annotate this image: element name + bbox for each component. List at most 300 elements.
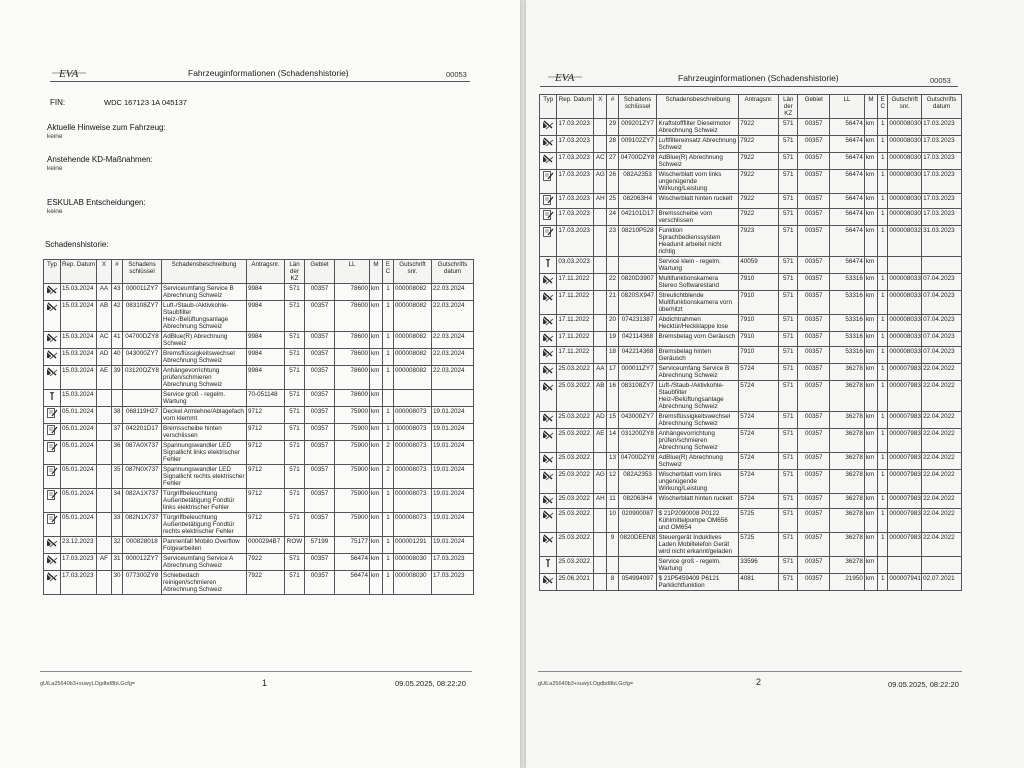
cell-key: 009102ZY7 (618, 136, 657, 153)
table-row (540, 509, 962, 533)
cell-key: 074231387 (618, 315, 657, 332)
cell-ll: 56474 (830, 153, 865, 170)
cell-key: 077300ZY8 (123, 571, 162, 595)
cell-date: 05.01.2024 (61, 489, 97, 513)
cell-gebiet: 00357 (305, 284, 335, 301)
cell-m: km (370, 571, 383, 595)
cell-gdat: 02.07.2021 (922, 574, 962, 591)
column-header: Gebiet (305, 260, 335, 284)
cell-m: km (864, 209, 877, 226)
cell-land: 571 (779, 429, 798, 453)
cell-m: km (864, 136, 877, 153)
type-cell (540, 332, 557, 347)
cell-land: 571 (779, 315, 798, 332)
cell-antrag: 7922 (739, 194, 779, 209)
cell-ll: 56474 (830, 119, 865, 136)
cell-n (607, 257, 618, 274)
cell-e (878, 257, 888, 274)
cell-m: km (370, 441, 383, 465)
cell-x (594, 226, 607, 257)
cell-land: 571 (779, 291, 798, 315)
cell-key (618, 257, 657, 274)
cell-land: 571 (779, 170, 798, 194)
cell-ll: 78600 (335, 332, 370, 349)
cell-date: 03.03.2023 (557, 257, 594, 274)
cell-x (97, 571, 112, 595)
cell-x (97, 407, 112, 424)
wrench-icon (542, 430, 554, 440)
cell-gnr: 000008030 (888, 209, 922, 226)
cell-gebiet: 00357 (798, 274, 830, 291)
cell-desc: Luft-/Staub-/Aktivkohle-Staubfilter Heiz-/Belüftungsanlage Abrechnung Schweiz (162, 301, 247, 332)
cell-date: 25.03.2022 (557, 453, 594, 470)
cell-m: km (864, 274, 877, 291)
cell-x: AE (97, 366, 112, 390)
cell-gebiet: 00357 (798, 364, 830, 381)
cell-gnr: 000008030 (888, 153, 922, 170)
cell-gdat: 19.01.2024 (432, 537, 474, 554)
cell-land: 571 (779, 153, 798, 170)
cell-gnr: 000007983 (888, 381, 922, 412)
cell-key: 042114368 (618, 332, 657, 347)
cell-ll: 75900 (335, 513, 370, 537)
cell-m: km (864, 332, 877, 347)
cell-gnr: 000008030 (888, 194, 922, 209)
cell-e: 1 (383, 513, 394, 537)
cell-e: 1 (383, 537, 394, 554)
cell-antrag: 5725 (739, 509, 779, 533)
cell-e: 1 (878, 574, 888, 591)
wrench-icon (542, 575, 554, 585)
cell-land: 571 (285, 332, 305, 349)
document-pen-icon (46, 442, 58, 452)
cell-antrag: 0000294B7 (247, 537, 285, 554)
cell-e (383, 390, 394, 407)
footer-rule (538, 671, 962, 672)
cell-desc: Multifunktionskamera Stereo Softwarestand (657, 274, 739, 291)
table-row (540, 453, 962, 470)
cell-desc: Pannenfall Mobilo Overflow Folgearbeiten (162, 537, 247, 554)
cell-n: 33 (112, 513, 123, 537)
cell-desc: Bremsbelag hinten Geräusch (657, 347, 739, 364)
type-cell (540, 557, 557, 574)
type-cell (540, 364, 557, 381)
cell-ll: 53316 (830, 315, 865, 332)
cell-n: 34 (112, 489, 123, 513)
column-header: X (594, 95, 607, 119)
cell-e: 1 (383, 301, 394, 332)
cell-date: 05.01.2024 (61, 424, 97, 441)
column-header: Typ (44, 260, 61, 284)
column-header: # (112, 260, 123, 284)
cell-gnr: 000008030 (888, 136, 922, 153)
cell-antrag: 5725 (739, 533, 779, 557)
cell-x: AF (97, 554, 112, 571)
cell-desc: Wischerblatt hinten ruckelt (657, 194, 739, 209)
type-cell (540, 153, 557, 170)
cell-date: 25.03.2022 (557, 557, 594, 574)
column-header: LL (830, 95, 865, 119)
cell-n: 14 (607, 429, 618, 453)
cell-ll: 53316 (830, 347, 865, 364)
cell-land: 571 (285, 390, 305, 407)
cell-land: 571 (779, 412, 798, 429)
cell-m: km (864, 494, 877, 509)
cell-land: 571 (285, 407, 305, 424)
cell-x (594, 509, 607, 533)
cell-desc: Bremsscheibe vorn verschlissen (657, 209, 739, 226)
page-title: Fahrzeuginformationen (Schadenshistorie) (678, 73, 839, 83)
cell-gebiet: 00357 (798, 494, 830, 509)
cell-antrag: 5724 (739, 453, 779, 470)
cell-gdat: 22.03.2024 (432, 284, 474, 301)
cell-gnr: 000008082 (394, 332, 432, 349)
type-cell (44, 301, 61, 332)
cell-n: 28 (607, 136, 618, 153)
fin-value: WDC 167123 1A 045137 (104, 98, 187, 107)
cell-key: 04700DZY8 (618, 453, 657, 470)
cell-gnr: 000008030 (394, 554, 432, 571)
cell-m: km (864, 470, 877, 494)
cell-gebiet: 00357 (798, 453, 830, 470)
cell-x: AE (594, 429, 607, 453)
cell-x (594, 291, 607, 315)
footer-hash: gUiLa25640b3+suwyLOgdbd8bLGcfg= (40, 681, 136, 687)
cell-ll: 36278 (830, 364, 865, 381)
service-tool-icon (542, 258, 554, 268)
cell-desc: Steuergerät Induktives Laden Mobiltelefon Gerät wird nicht erkannt/geladen (657, 533, 739, 557)
cell-x (594, 453, 607, 470)
cell-m: km (864, 453, 877, 470)
cell-gdat: 19.01.2024 (432, 441, 474, 465)
type-cell (44, 407, 61, 424)
type-cell (540, 291, 557, 315)
cell-gdat: 17.03.2023 (922, 194, 962, 209)
cell-desc: Streulichtblende Multifunktionskamera vorn überhitzt (657, 291, 739, 315)
cell-ll: 36278 (830, 557, 865, 574)
cell-e: 1 (878, 364, 888, 381)
cell-n: 18 (607, 347, 618, 364)
cell-desc: Kraftstofffilter Dieselmotor Abrechnung Schweiz (657, 119, 739, 136)
document-pen-icon (46, 425, 58, 435)
cell-antrag: 5724 (739, 470, 779, 494)
table-row (540, 429, 962, 453)
cell-ll: 36278 (830, 381, 865, 412)
page-title: Fahrzeuginformationen (Schadenshistorie) (188, 68, 349, 78)
cell-x: AG (594, 470, 607, 494)
cell-key: 083108ZY7 (123, 301, 162, 332)
cell-gebiet: 00357 (305, 332, 335, 349)
table-row (540, 364, 962, 381)
cell-n: 36 (112, 441, 123, 465)
cell-ll: 75900 (335, 441, 370, 465)
cell-x: AA (594, 364, 607, 381)
cell-date: 17.03.2023 (61, 554, 97, 571)
cell-gdat: 17.03.2023 (432, 571, 474, 595)
cell-gdat: 22.04.2022 (922, 509, 962, 533)
cell-gdat: 17.03.2023 (922, 136, 962, 153)
cell-m: km (864, 347, 877, 364)
cell-ll: 36278 (830, 429, 865, 453)
column-header: Gutschrift snr. (394, 260, 432, 284)
footer-rule (40, 671, 472, 672)
cell-m: km (370, 390, 383, 407)
cell-m: km (370, 513, 383, 537)
cell-date: 15.03.2024 (61, 390, 97, 407)
cell-x (594, 315, 607, 332)
cell-n: 24 (607, 209, 618, 226)
cell-gdat: 07.04.2023 (922, 274, 962, 291)
document-pen-icon (46, 514, 58, 524)
cell-e: 1 (878, 412, 888, 429)
eskulab-label: ESKULAB Entscheidungen: (47, 198, 146, 207)
cell-desc: Service groß - regelm. Wartung (657, 557, 739, 574)
type-cell (540, 381, 557, 412)
cell-x (594, 533, 607, 557)
service-tool-icon (46, 391, 58, 401)
type-cell (44, 424, 61, 441)
cell-n: 37 (112, 424, 123, 441)
column-header: Gebiet (798, 95, 830, 119)
cell-n: 26 (607, 170, 618, 194)
column-header: M (864, 95, 877, 119)
cell-gdat: 17.03.2023 (922, 170, 962, 194)
type-cell (540, 429, 557, 453)
cell-date: 25.03.2022 (557, 509, 594, 533)
cell-date: 25.03.2022 (557, 381, 594, 412)
cell-e: 1 (878, 153, 888, 170)
cell-antrag: 9984 (247, 349, 285, 366)
cell-n: 19 (607, 332, 618, 347)
cell-key: 082A2353 (618, 470, 657, 494)
cell-gebiet: 00357 (798, 509, 830, 533)
table-row (540, 574, 962, 591)
cell-key: 087N0X737 (123, 465, 162, 489)
table-row (540, 136, 962, 153)
cell-m: km (864, 170, 877, 194)
fin-label: FIN: (50, 98, 66, 107)
cell-gebiet: 57199 (305, 537, 335, 554)
cell-gnr: 000007983 (888, 494, 922, 509)
cell-m: km (864, 557, 877, 574)
cell-e: 1 (878, 470, 888, 494)
cell-e: 1 (383, 366, 394, 390)
cell-gebiet: 00357 (305, 465, 335, 489)
cell-e: 1 (878, 453, 888, 470)
column-header: Schadens schlüssel (123, 260, 162, 284)
cell-gdat (922, 557, 962, 574)
cell-n: 17 (607, 364, 618, 381)
table-row (540, 209, 962, 226)
cell-n: 10 (607, 509, 618, 533)
cell-key: 082A1X737 (123, 489, 162, 513)
cell-key: 042201D17 (123, 424, 162, 441)
table-row (540, 119, 962, 136)
cell-antrag: 9984 (247, 366, 285, 390)
cell-gdat: 17.03.2023 (922, 209, 962, 226)
type-cell (44, 489, 61, 513)
cell-gebiet: 00357 (798, 119, 830, 136)
table-row (44, 465, 474, 489)
cell-land: 571 (779, 226, 798, 257)
column-header: Gutschrift snr. (888, 95, 922, 119)
column-header: LL (335, 260, 370, 284)
cell-gnr: 000008073 (394, 465, 432, 489)
cell-n: 38 (112, 407, 123, 424)
cell-key: 04700DZY8 (618, 153, 657, 170)
cell-m: km (864, 291, 877, 315)
cell-x (594, 257, 607, 274)
cell-n: 22 (607, 274, 618, 291)
column-header: Antragsnr. (739, 95, 779, 119)
cell-antrag: 7922 (739, 119, 779, 136)
cell-antrag: 7910 (739, 347, 779, 364)
cell-antrag: 4081 (739, 574, 779, 591)
cell-date: 17.11.2022 (557, 332, 594, 347)
cell-gnr: 000007983 (888, 364, 922, 381)
cell-date: 23.12.2023 (61, 537, 97, 554)
cell-n: 9 (607, 533, 618, 557)
cell-ll: 75177 (335, 537, 370, 554)
cell-x: AD (97, 349, 112, 366)
type-cell (44, 332, 61, 349)
cell-gdat: 22.04.2022 (922, 453, 962, 470)
cell-ll: 75900 (335, 407, 370, 424)
cell-date: 25.03.2022 (557, 470, 594, 494)
cell-ll: 78600 (335, 284, 370, 301)
cell-n: 25 (607, 194, 618, 209)
cell-e: 1 (383, 349, 394, 366)
table-row (44, 489, 474, 513)
document-pen-icon (46, 408, 58, 418)
table-row (540, 153, 962, 170)
cell-antrag: 5724 (739, 494, 779, 509)
cell-x (97, 537, 112, 554)
cell-ll: 53316 (830, 332, 865, 347)
cell-n: 43 (112, 284, 123, 301)
wrench-icon (542, 413, 554, 423)
cell-m: km (864, 226, 877, 257)
cell-gnr: 000008082 (394, 349, 432, 366)
cell-x (594, 136, 607, 153)
cell-gnr: 000008030 (888, 119, 922, 136)
document-pen-icon (46, 466, 58, 476)
cell-ll: 36278 (830, 494, 865, 509)
cell-gdat: 31.03.2023 (922, 226, 962, 257)
wrench-icon (542, 510, 554, 520)
hinweise-value: keine (47, 133, 63, 140)
cell-e: 1 (383, 332, 394, 349)
cell-gnr: 000008073 (394, 441, 432, 465)
wrench-icon (542, 333, 554, 343)
cell-gdat: 19.01.2024 (432, 407, 474, 424)
cell-gdat: 22.04.2022 (922, 364, 962, 381)
cell-gebiet: 00357 (305, 301, 335, 332)
footer-datetime: 09.05.2025, 08:22:20 (888, 680, 959, 689)
table-row (44, 441, 474, 465)
cell-land: 571 (285, 424, 305, 441)
cell-date: 15.03.2024 (61, 284, 97, 301)
column-header: Län der KZ (779, 95, 798, 119)
cell-gdat: 22.04.2022 (922, 381, 962, 412)
svg-text:EVA: EVA (555, 72, 575, 84)
cell-n: 42 (112, 301, 123, 332)
cell-n: 23 (607, 226, 618, 257)
type-cell (44, 284, 61, 301)
cell-key (123, 390, 162, 407)
table-row (540, 257, 962, 274)
cell-gebiet: 00357 (798, 257, 830, 274)
svg-text:EVA: EVA (59, 68, 79, 80)
column-header: Schadens schlüssel (618, 95, 657, 119)
cell-key: 000828018 (123, 537, 162, 554)
cell-x: AH (594, 194, 607, 209)
cell-n: 29 (607, 119, 618, 136)
cell-e: 1 (878, 119, 888, 136)
cell-x: AC (594, 153, 607, 170)
cell-gebiet: 00357 (798, 332, 830, 347)
cell-e: 1 (878, 494, 888, 509)
cell-e: 1 (878, 429, 888, 453)
column-header: Rep. Datum (61, 260, 97, 284)
cell-desc: Wischerblatt vorn links ungenügende Wirkung/Leistung (657, 170, 739, 194)
cell-gdat: 22.04.2022 (922, 470, 962, 494)
cell-antrag: 7922 (739, 209, 779, 226)
cell-gdat: 22.04.2022 (922, 533, 962, 557)
cell-n: 11 (607, 494, 618, 509)
cell-desc: Serviceumfang Service B Abrechnung Schweiz (657, 364, 739, 381)
history-table-page-2 (539, 94, 962, 591)
cell-ll: 75900 (335, 489, 370, 513)
cell-ll: 56474 (830, 194, 865, 209)
cell-gnr: 000007983 (888, 509, 922, 533)
cell-gebiet: 00357 (305, 489, 335, 513)
cell-antrag: 40059 (739, 257, 779, 274)
column-header: E C (383, 260, 394, 284)
cell-e: 1 (878, 274, 888, 291)
cell-ll: 36278 (830, 533, 865, 557)
cell-e: 1 (878, 194, 888, 209)
cell-antrag: 7922 (247, 554, 285, 571)
cell-gebiet: 00357 (798, 412, 830, 429)
type-cell (44, 349, 61, 366)
type-cell (44, 366, 61, 390)
eskulab-value: keine (47, 208, 63, 215)
cell-antrag: 9712 (247, 513, 285, 537)
cell-e: 1 (878, 170, 888, 194)
cell-key: 082063H4 (618, 194, 657, 209)
cell-ll: 75900 (335, 424, 370, 441)
cell-date: 05.01.2024 (61, 513, 97, 537)
cell-land: 571 (779, 557, 798, 574)
document-page-2 (526, 0, 1024, 768)
cell-e (878, 557, 888, 574)
cell-n: 8 (607, 574, 618, 591)
cell-antrag: 5724 (739, 381, 779, 412)
cell-land: 571 (779, 381, 798, 412)
cell-antrag: 7910 (739, 291, 779, 315)
cell-key: 000011ZY7 (123, 284, 162, 301)
cell-gnr: 000008030 (888, 170, 922, 194)
cell-m: km (864, 429, 877, 453)
wrench-icon (542, 120, 554, 130)
cell-x (97, 489, 112, 513)
cell-key: 042101D17 (618, 209, 657, 226)
cell-m: km (864, 257, 877, 274)
cell-gnr: 000008033 (888, 332, 922, 347)
table-row (44, 349, 474, 366)
cell-desc: Bremsbelag vorn Geräusch (657, 332, 739, 347)
